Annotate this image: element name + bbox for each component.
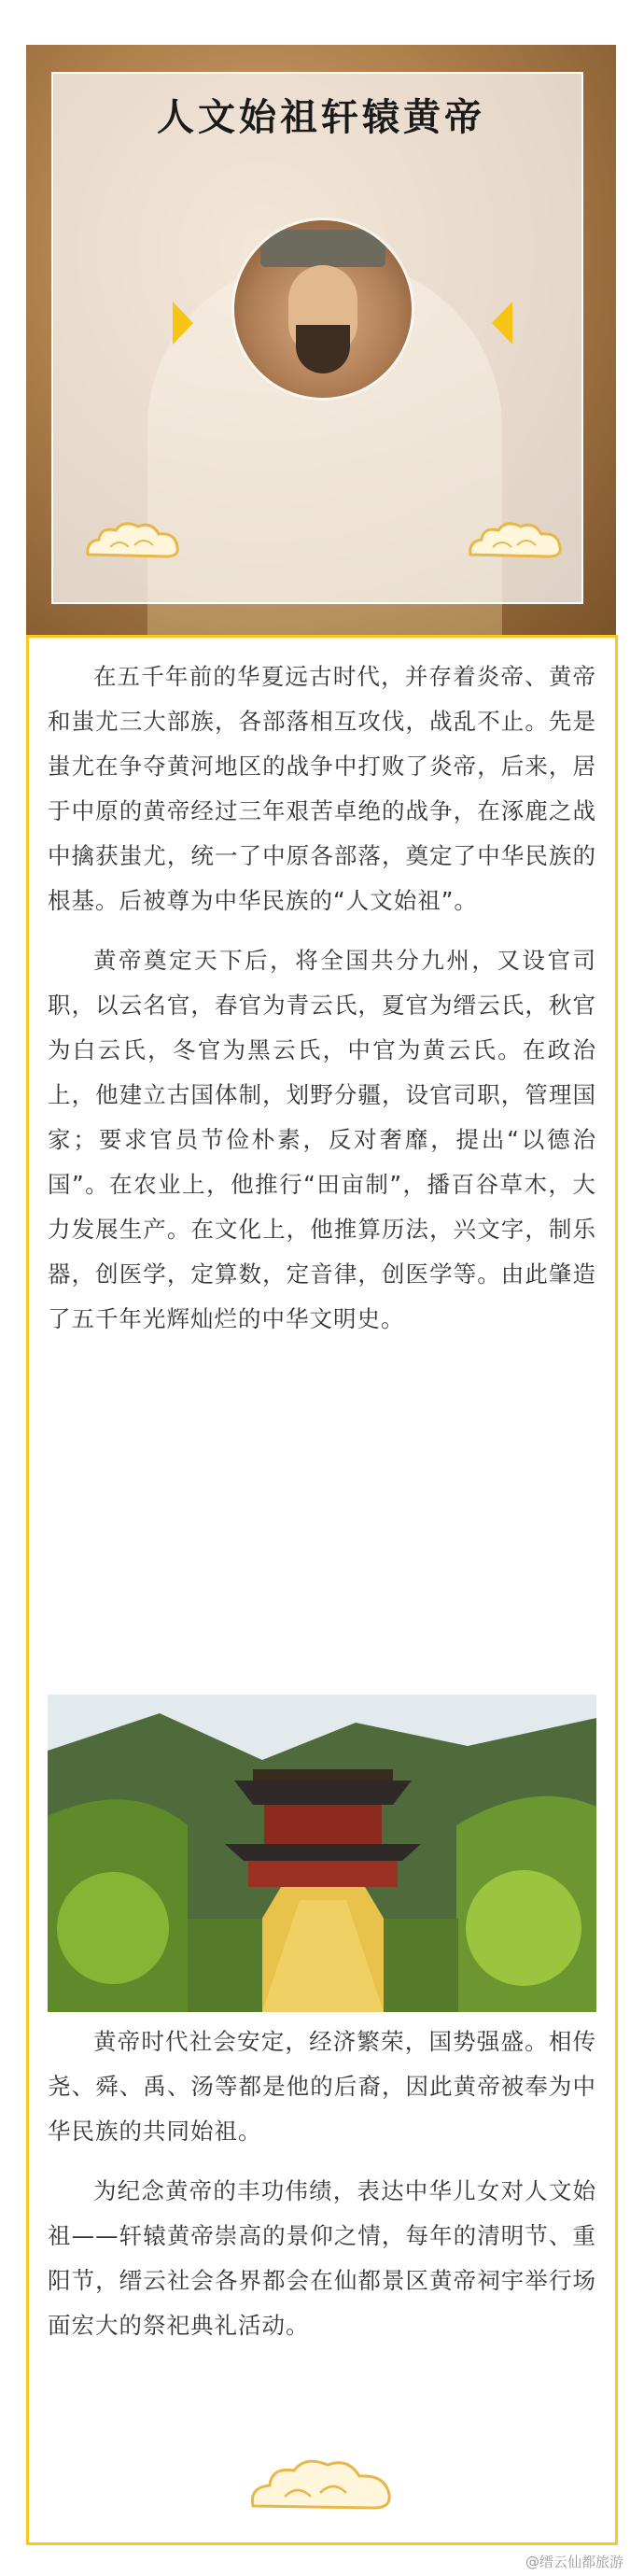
temple-photo <box>48 1695 596 2012</box>
article-body-top <box>48 655 596 1342</box>
article-body-bottom <box>48 2020 596 2348</box>
triangle-right-icon <box>173 302 193 345</box>
watermark: @缙云仙都旅游 <box>525 2554 623 2570</box>
article-frame <box>26 635 618 2545</box>
crown-shape <box>260 230 385 267</box>
paragraph-1: 在五千年前的华夏远古时代，并存着炎帝、黄帝和蚩尤三大部族，各部落相互攻伐，战乱不止。先是蚩尤在争夺黄河地区的战争中打败了炎帝，后来，居于中原的黄帝经过三年艰苦卓绝的战争，在涿鹿之战中擒获蚩尤，统一了中原各部落，奠定了中华民族的根基。后被尊为中华民族的“人文始祖”。 <box>48 663 596 914</box>
triangle-left-icon <box>492 302 512 345</box>
paragraph-2: 黄帝奠定天下后，将全国共分九州，又设官司职，以云名官，春官为青云氏，夏官为缙云氏，秋官为白云氏，冬官为黑云氏，中官为黄云氏。在政治上，他建立古国体制，划野分疆，设官司职，管理国家；要求官员节俭朴素，反对奢靡，提出“以德治国”。在农业上，他推行“田亩制”，播百谷草木，大力发展生产。在文化上，他推算历法，兴文字，制乐器，创医学，定算数，定音律，创医学等。由此肇造了五千年光辉灿烂的中华文明史。 <box>48 947 596 1332</box>
auspicious-cloud-icon <box>82 519 185 560</box>
title-wrapper <box>26 82 616 147</box>
temple-scene <box>48 1695 596 2012</box>
portrait-medallion <box>234 220 412 398</box>
paragraph-3: 黄帝时代社会安定，经济繁荣，国势强盛。相传尧、舜、禹、汤等都是他的后裔，因此黄帝被奉为中华民族的共同始祖。 <box>48 2028 596 2145</box>
auspicious-cloud-icon <box>465 519 567 560</box>
page-title: 人文始祖轩辕黄帝 <box>144 82 498 147</box>
auspicious-cloud-icon <box>244 2454 402 2515</box>
beard-shape <box>296 325 350 373</box>
header-painting <box>26 45 616 635</box>
paragraph-4: 为纪念黄帝的丰功伟绩，表达中华儿女对人文始祖——轩辕黄帝崇高的景仰之情，每年的清明节、重阳节，缙云社会各界都会在仙都景区黄帝祠宇举行场面宏大的祭祀典礼活动。 <box>48 2177 596 2339</box>
